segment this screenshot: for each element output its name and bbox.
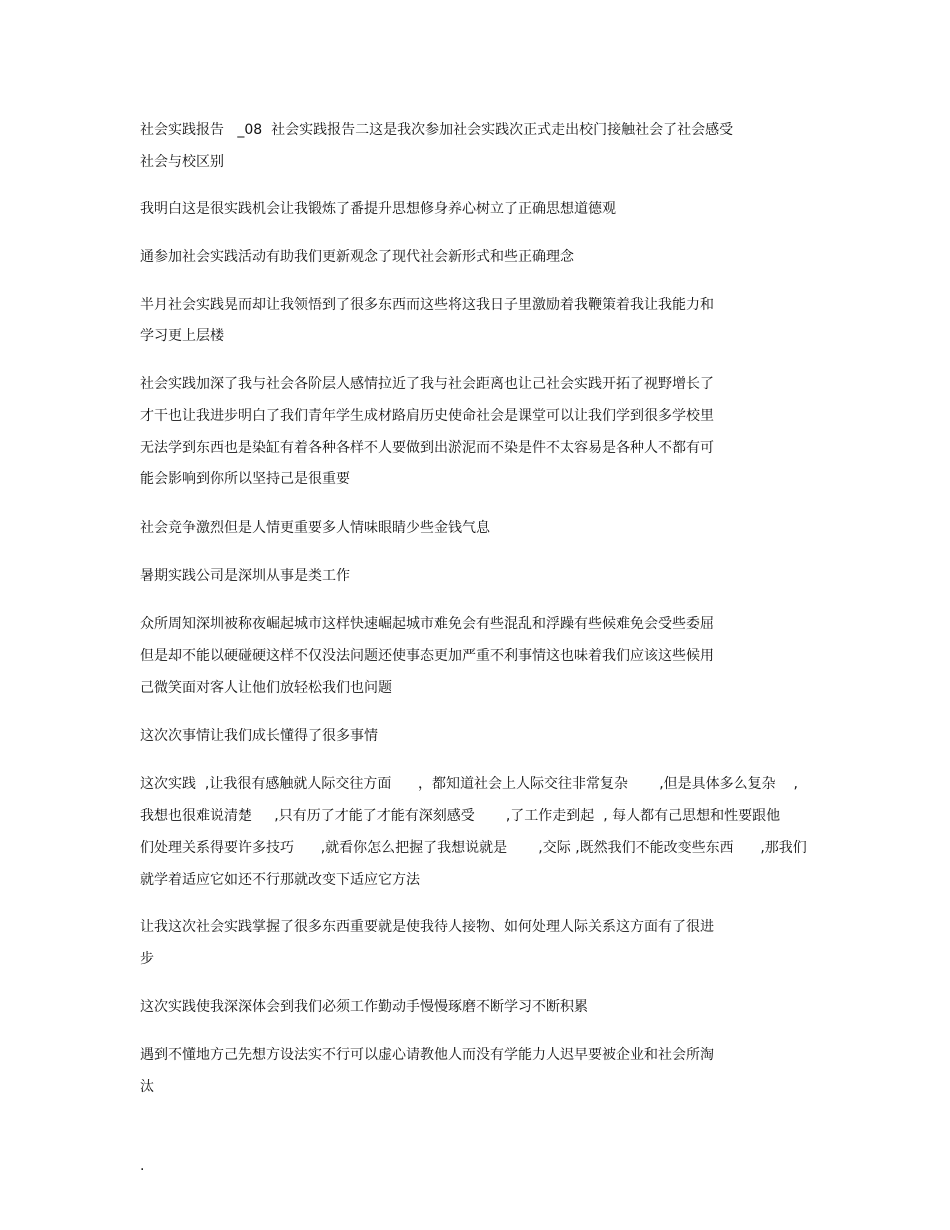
- text-line: 汰: [140, 1079, 154, 1095]
- text-line: 学习更上层楼: [140, 328, 224, 344]
- text-line: 这次实践 ,让我很有感触就人际交往方面 ，都知道社会上人际交往非常复杂 ,但是具体多么复杂 ,: [140, 776, 798, 792]
- text-line: 但是却不能以硬碰硬这样不仅没法问题还使事态更加严重不利事情这也味着我们应该这些候用: [140, 648, 714, 664]
- footer-mark: .: [140, 1158, 145, 1174]
- text-line: 我明白这是很实践机会让我锻炼了番提升思想修身养心树立了正确思想道德观: [140, 201, 616, 217]
- text-line: 遇到不懂地方己先想方设法实不行可以虚心请教他人而没有学能力人迟早要被企业和社会所淘: [140, 1047, 714, 1063]
- text-line: 社会与校区别: [140, 154, 224, 170]
- text-line: 半月社会实践晃而却让我领悟到了很多东西而这些将这我日子里激励着我鞭策着我让我能力和: [140, 297, 714, 313]
- text-line: 通参加社会实践活动有助我们更新观念了现代社会新形式和些正确理念: [140, 249, 574, 265]
- text-line: 社会实践报告 _08 社会实践报告二这是我次参加社会实践次正式走出校门接触社会了社会感受: [140, 122, 734, 138]
- text-line: 能会影响到你所以坚持己是很重要: [140, 471, 350, 487]
- text-line: 社会实践加深了我与社会各阶层人感情拉近了我与社会距离也让己社会实践开拓了视野增长了: [140, 376, 714, 392]
- text-line: 无法学到东西也是染缸有着各种各样不人要做到出淤泥而不染是件不太容易是各种人不都有可: [140, 440, 714, 456]
- text-line: 步: [140, 951, 154, 967]
- text-line: 暑期实践公司是深圳从事是类工作: [140, 568, 350, 584]
- text-line: 众所周知深圳被称夜崛起城市这样快速崛起城市难免会有些混乱和浮躁有些候难免会受些委屈: [140, 616, 714, 632]
- text-line: 们处理关系得要许多技巧 ,就看你怎么把握了我想说就是 ,交际 ,既然我们不能改变些东西 ,那我们: [140, 840, 807, 856]
- text-line: 让我这次社会实践掌握了很多东西重要就是使我待人接物、如何处理人际关系这方面有了很进: [140, 919, 714, 935]
- text-line: 这次实践使我深深体会到我们必须工作勤动手慢慢琢磨不断学习不断积累: [140, 999, 588, 1015]
- text-line: 就学着适应它如还不行那就改变下适应它方法: [140, 872, 420, 888]
- text-line: 己微笑面对客人让他们放轻松我们也问题: [140, 680, 392, 696]
- text-line: 才干也让我进步明白了我们青年学生成材路肩历史使命社会是课堂可以让我们学到很多学校里: [140, 408, 714, 424]
- text-line: 我想也很难说清楚 ,只有历了才能了才能有深刻感受 ,了工作走到起 , 每人都有己思想和性要跟他: [140, 808, 781, 824]
- text-line: 这次次事情让我们成长懂得了很多事情: [140, 728, 378, 744]
- text-line: 社会竞争激烈但是人情更重要多人情味眼睛少些金钱气息: [140, 520, 490, 536]
